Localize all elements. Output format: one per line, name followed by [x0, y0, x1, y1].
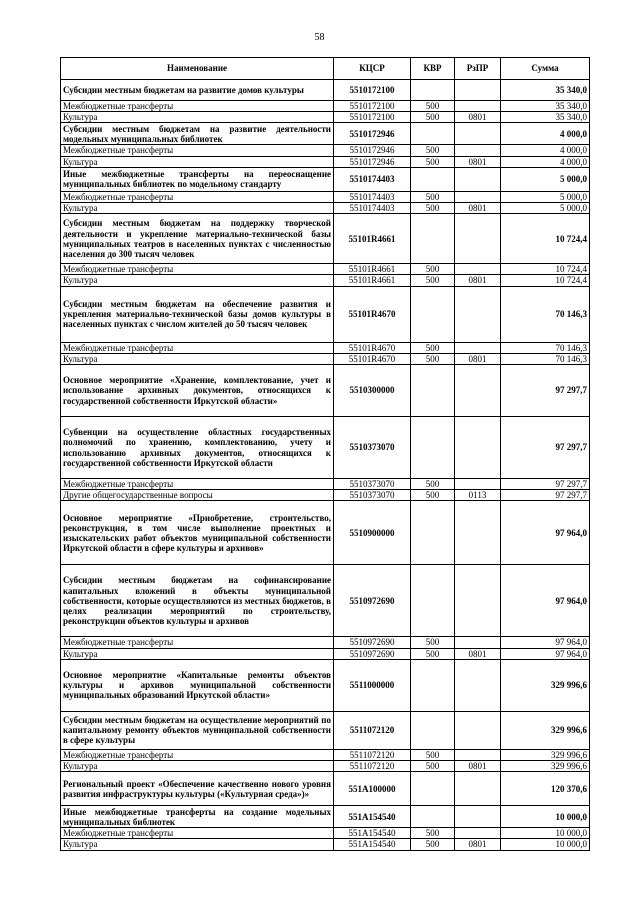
budget-table [60, 57, 590, 851]
cell-name: Культура [61, 761, 334, 772]
cell-kvr [411, 80, 455, 101]
cell-code: 5510174403 [334, 203, 411, 214]
cell-name: Культура [61, 275, 334, 286]
cell-kvr [411, 772, 455, 806]
cell-rzpr [455, 806, 501, 828]
cell-sum: 5 000,0 [501, 167, 590, 191]
cell-rzpr [455, 828, 501, 839]
cell-name: Межбюджетные трансферты [61, 828, 334, 839]
table-row [61, 156, 590, 167]
cell-name: Субсидии местным бюджетам на осуществление мероприятий по капитальному ремонту объектов муниципальной собственности в сфере культуры [61, 711, 334, 749]
table-row [61, 342, 590, 353]
cell-rzpr [455, 80, 501, 101]
cell-kvr: 500 [411, 191, 455, 202]
table-row [61, 761, 590, 772]
cell-name: Культура [61, 112, 334, 123]
cell-sum: 4 000,0 [501, 123, 590, 145]
cell-rzpr [455, 772, 501, 806]
cell-code: 5511072120 [334, 761, 411, 772]
cell-kvr: 500 [411, 275, 455, 286]
cell-kvr: 500 [411, 145, 455, 156]
cell-code: 5510972690 [334, 648, 411, 659]
table-row [61, 659, 590, 711]
cell-code: 55101R4670 [334, 353, 411, 364]
table-row [61, 365, 590, 417]
cell-code: 5510172100 [334, 101, 411, 112]
cell-kvr: 500 [411, 101, 455, 112]
table-row [61, 167, 590, 191]
cell-kvr [411, 286, 455, 342]
cell-kvr [411, 806, 455, 828]
cell-kvr: 500 [411, 353, 455, 364]
cell-kvr [411, 711, 455, 749]
cell-code: 55101R4670 [334, 342, 411, 353]
cell-name: Межбюджетные трансферты [61, 145, 334, 156]
cell-name: Иные межбюджетные трансферты на создание модельных муниципальных библиотек [61, 806, 334, 828]
cell-kvr: 500 [411, 112, 455, 123]
cell-kvr: 500 [411, 648, 455, 659]
cell-rzpr [455, 286, 501, 342]
cell-rzpr [455, 167, 501, 191]
cell-sum: 10 724,4 [501, 275, 590, 286]
cell-name: Межбюджетные трансферты [61, 191, 334, 202]
cell-kvr [411, 123, 455, 145]
table-row [61, 711, 590, 749]
cell-rzpr [455, 749, 501, 760]
cell-code: 5511000000 [334, 659, 411, 711]
cell-kvr: 500 [411, 828, 455, 839]
cell-code: 551A154540 [334, 828, 411, 839]
cell-name: Культура [61, 353, 334, 364]
cell-rzpr: 0801 [455, 761, 501, 772]
cell-name: Межбюджетные трансферты [61, 264, 334, 275]
cell-code: 551A154540 [334, 806, 411, 828]
cell-code: 55101R4661 [334, 275, 411, 286]
cell-rzpr [455, 214, 501, 264]
cell-code: 55101R4661 [334, 264, 411, 275]
cell-code: 5510373070 [334, 417, 411, 479]
cell-kvr: 500 [411, 761, 455, 772]
cell-sum: 10 000,0 [501, 839, 590, 850]
header-sum: Сумма [501, 58, 590, 80]
cell-rzpr [455, 711, 501, 749]
cell-name: Субвенции на осуществление областных государственных полномочий по хранению, комплектованию, учету и использованию архивных документов, относящихся к государственной собственности Иркутской области [61, 417, 334, 479]
cell-rzpr [455, 342, 501, 353]
cell-name: Межбюджетные трансферты [61, 749, 334, 760]
table-row [61, 101, 590, 112]
table-row [61, 648, 590, 659]
cell-rzpr [455, 501, 501, 565]
cell-sum: 35 340,0 [501, 101, 590, 112]
cell-kvr: 500 [411, 156, 455, 167]
cell-kvr: 500 [411, 839, 455, 850]
cell-code: 5510172946 [334, 145, 411, 156]
cell-code: 55101R4661 [334, 214, 411, 264]
cell-rzpr [455, 365, 501, 417]
cell-name: Межбюджетные трансферты [61, 101, 334, 112]
cell-code: 5510972690 [334, 565, 411, 637]
cell-sum: 35 340,0 [501, 112, 590, 123]
cell-rzpr [455, 417, 501, 479]
table-row [61, 145, 590, 156]
cell-rzpr [455, 565, 501, 637]
cell-kvr: 500 [411, 490, 455, 501]
cell-sum: 97 964,0 [501, 565, 590, 637]
cell-sum: 35 340,0 [501, 80, 590, 101]
cell-sum: 120 370,6 [501, 772, 590, 806]
cell-rzpr: 0801 [455, 203, 501, 214]
cell-rzpr: 0801 [455, 156, 501, 167]
table-row [61, 112, 590, 123]
cell-code: 5510373070 [334, 479, 411, 490]
table-row [61, 123, 590, 145]
cell-name: Культура [61, 839, 334, 850]
table-row [61, 286, 590, 342]
header-kvr: КВР [411, 58, 455, 80]
cell-kvr [411, 167, 455, 191]
table-row [61, 203, 590, 214]
cell-name: Культура [61, 203, 334, 214]
cell-code: 5510174403 [334, 191, 411, 202]
cell-sum: 97 297,7 [501, 365, 590, 417]
cell-rzpr: 0801 [455, 112, 501, 123]
cell-kvr: 500 [411, 637, 455, 648]
cell-code: 5510373070 [334, 490, 411, 501]
table-body [61, 80, 590, 851]
table-row [61, 417, 590, 479]
table-row [61, 828, 590, 839]
cell-name: Межбюджетные трансферты [61, 479, 334, 490]
cell-sum: 4 000,0 [501, 156, 590, 167]
cell-code: 5511072120 [334, 711, 411, 749]
cell-code: 5510174403 [334, 167, 411, 191]
cell-sum: 70 146,3 [501, 342, 590, 353]
cell-rzpr: 0801 [455, 839, 501, 850]
cell-kvr [411, 365, 455, 417]
cell-sum: 329 996,6 [501, 749, 590, 760]
table-row [61, 772, 590, 806]
cell-sum: 70 146,3 [501, 286, 590, 342]
cell-name: Культура [61, 648, 334, 659]
table-row [61, 637, 590, 648]
cell-rzpr [455, 659, 501, 711]
cell-rzpr [455, 145, 501, 156]
cell-kvr: 500 [411, 479, 455, 490]
cell-kvr: 500 [411, 749, 455, 760]
cell-kvr [411, 417, 455, 479]
cell-rzpr [455, 479, 501, 490]
table-row [61, 191, 590, 202]
cell-rzpr: 0801 [455, 648, 501, 659]
cell-code: 5510172946 [334, 156, 411, 167]
cell-name: Субсидии местным бюджетам на развитие домов культуры [61, 80, 334, 101]
table-row [61, 275, 590, 286]
cell-sum: 97 964,0 [501, 648, 590, 659]
cell-code: 5510172100 [334, 80, 411, 101]
cell-sum: 329 996,6 [501, 761, 590, 772]
table-row [61, 264, 590, 275]
cell-rzpr: 0113 [455, 490, 501, 501]
cell-code: 5510300000 [334, 365, 411, 417]
cell-name: Культура [61, 156, 334, 167]
cell-name: Субсидии местным бюджетам на развитие деятельности модельных муниципальных библиотек [61, 123, 334, 145]
cell-sum: 97 964,0 [501, 501, 590, 565]
cell-kvr [411, 501, 455, 565]
cell-sum: 5 000,0 [501, 203, 590, 214]
cell-code: 5510172946 [334, 123, 411, 145]
cell-code: 5510172100 [334, 112, 411, 123]
cell-sum: 97 297,7 [501, 479, 590, 490]
page-number: 58 [314, 32, 325, 43]
cell-kvr: 500 [411, 264, 455, 275]
cell-sum: 97 297,7 [501, 417, 590, 479]
cell-sum: 97 964,0 [501, 637, 590, 648]
cell-name: Субсидии местным бюджетам на софинансирование капитальных вложений в объекты муниципальной собственности, которые осуществляются из местных бюджетов, в целях реализации мероприятий по строительству, реконструкции объектов культуры и архивов [61, 565, 334, 637]
cell-rzpr [455, 191, 501, 202]
cell-rzpr: 0801 [455, 275, 501, 286]
header-rzpr: РзПР [455, 58, 501, 80]
cell-kvr [411, 659, 455, 711]
cell-name: Межбюджетные трансферты [61, 342, 334, 353]
cell-kvr [411, 565, 455, 637]
cell-code: 551A154540 [334, 839, 411, 850]
cell-sum: 97 297,7 [501, 490, 590, 501]
cell-kvr [411, 214, 455, 264]
cell-name: Основное мероприятие «Хранение, комплектование, учет и использование архивных документов, относящихся к государственной собственности Иркутской области» [61, 365, 334, 417]
table-row [61, 353, 590, 364]
cell-sum: 329 996,6 [501, 711, 590, 749]
cell-kvr: 500 [411, 342, 455, 353]
table-row [61, 214, 590, 264]
cell-sum: 10 000,0 [501, 806, 590, 828]
table-header-row [61, 58, 590, 80]
table-row [61, 839, 590, 850]
cell-name: Субсидии местным бюджетам на обеспечение развития и укрепления материально-технической базы домов культуры в населенных пунктах с числом жителей до 50 тысяч человек [61, 286, 334, 342]
cell-kvr: 500 [411, 203, 455, 214]
cell-sum: 5 000,0 [501, 191, 590, 202]
cell-name: Основное мероприятие «Капитальные ремонты объектов культуры и архивов муниципальной собственности муниципальных образований Иркутской области» [61, 659, 334, 711]
cell-sum: 10 000,0 [501, 828, 590, 839]
cell-rzpr [455, 101, 501, 112]
cell-code: 5510972690 [334, 637, 411, 648]
cell-rzpr: 0801 [455, 353, 501, 364]
cell-name: Региональный проект «Обеспечение качественно нового уровня развития инфраструктуры культуры («Культурная среда»)» [61, 772, 334, 806]
table-row [61, 565, 590, 637]
header-kcsr: КЦСР [334, 58, 411, 80]
table-row [61, 479, 590, 490]
table-row [61, 749, 590, 760]
cell-name: Другие общегосударственные вопросы [61, 490, 334, 501]
cell-code: 5510900000 [334, 501, 411, 565]
table-row [61, 490, 590, 501]
cell-name: Субсидии местным бюджетам на поддержку творческой деятельности и укрепление материально-технической базы муниципальных театров в населенных пунктах с численностью населения до 300 тысяч человек [61, 214, 334, 264]
cell-name: Основное мероприятие «Приобретение, строительство, реконструкция, в том числе выполнение проектных и изыскательских работ объектов муниципальной собственности Иркутской области в сфере культуры и архивов» [61, 501, 334, 565]
cell-name: Иные межбюджетные трансферты на переоснащение муниципальных библиотек по модельному стандарту [61, 167, 334, 191]
cell-code: 551A100000 [334, 772, 411, 806]
cell-code: 5511072120 [334, 749, 411, 760]
cell-sum: 70 146,3 [501, 353, 590, 364]
cell-rzpr [455, 123, 501, 145]
table-row [61, 80, 590, 101]
table-row [61, 501, 590, 565]
cell-sum: 10 724,4 [501, 214, 590, 264]
cell-rzpr [455, 637, 501, 648]
cell-code: 55101R4670 [334, 286, 411, 342]
cell-rzpr [455, 264, 501, 275]
table-row [61, 806, 590, 828]
cell-sum: 4 000,0 [501, 145, 590, 156]
header-name: Наименование [61, 58, 334, 80]
cell-sum: 10 724,4 [501, 264, 590, 275]
cell-name: Межбюджетные трансферты [61, 637, 334, 648]
cell-sum: 329 996,6 [501, 659, 590, 711]
